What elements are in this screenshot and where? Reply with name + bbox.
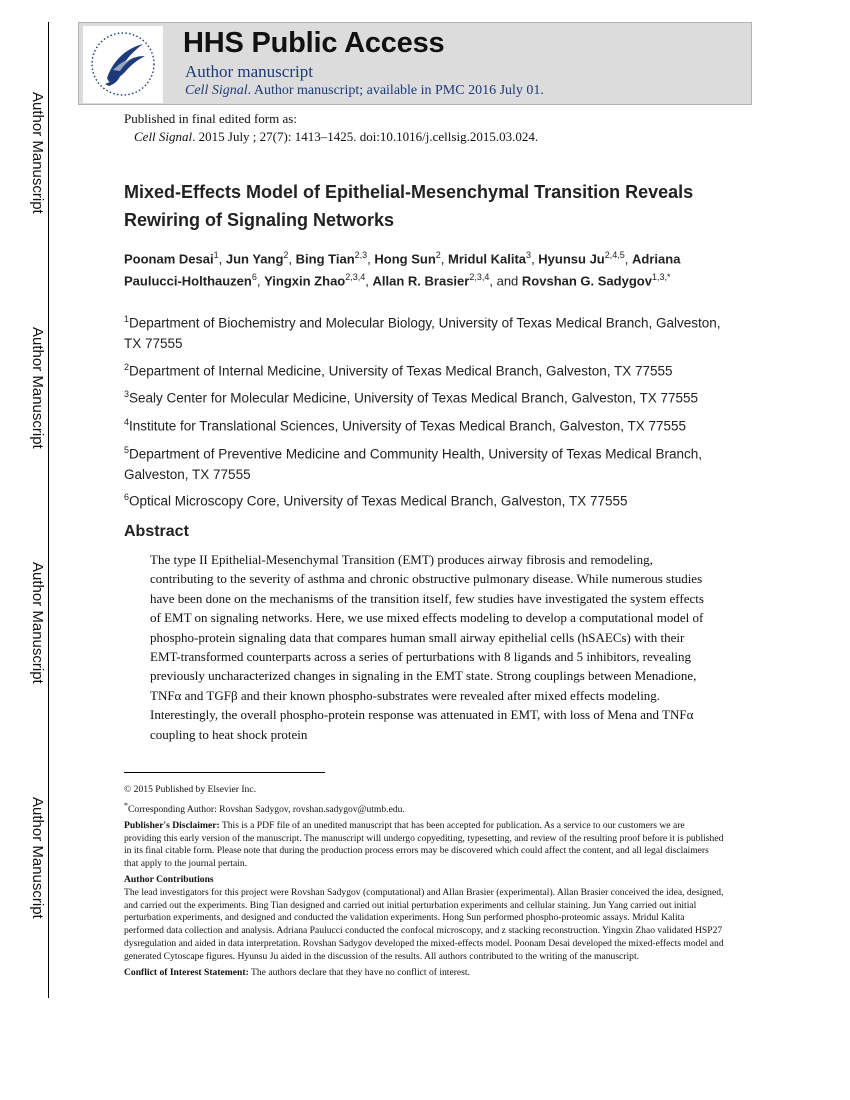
author-name: Yingxin Zhao [264, 273, 346, 289]
affiliation-number: 3 [124, 389, 130, 399]
contributions-text: The lead investigators for this project were Rovshan Sadygov (computational) and Allan Brasier (experimental). Allan Brasier conceived the idea, designed, and carried out the experiments. Bing Tian designed and carried out initial perturbation experiments and cellular staining. Jun Yang carried out initial perturbation experiments, and designed and conducted the validation experiments. Hong Sun performed phospho-proteomic assays. Mridul Kalita performed data collection and analysis. Adriana Paulucci conducted the confocal microscopy, and z stacking reconstruction. Yingxin Zhao validated HSP27 dysregulation and aided in data interpretation. Rovshan Sadygov developed the mixed-effects model. Poonam Desai developed the mixed-effects model and generated Cytoscape figures. Hyunsu Ju aided in the discussion of the results. All authors contributed to the writing of the manuscript. [124, 886, 724, 962]
author-affiliation-marker: 1 [213, 250, 219, 260]
affiliation [124, 440, 728, 485]
author-affiliation-marker: 2,3 [354, 250, 368, 260]
side-label-4: Author Manuscript [29, 797, 46, 919]
published-journal: Cell Signal [134, 129, 193, 144]
corresponding-author [124, 800, 724, 817]
affiliation-text: Institute for Translational Sciences, University of Texas Medical Branch, Galveston, TX 77555 [129, 418, 687, 434]
author-name: Bing Tian [295, 251, 355, 267]
author-name: Rovshan G. Sadygov [521, 273, 652, 289]
side-label-2: Author Manuscript [29, 327, 46, 449]
abstract-text: The type II Epithelial-Mesenchymal Transition (EMT) produces airway fibrosis and remodeling, contributing to the severity of asthma and chronic obstructive pulmonary disease. While numerous studies have been done on the mechanisms of the transition itself, few studies have investigated the system effects of EMT on signaling networks. Here, we use mixed effects modeling to develop a computational model of phospho-protein signaling data that compares human small airway epithelial cells (hSAECs) with their EMT-transformed counterparts across a series of perturbations with 8 ligands and 5 inhibitors, revealing previously uncharacterized changes in signaling in the EMT state. Strong couplings between Menadione, TNFα and TGFβ and their known phospho-substrates were revealed after mixed effects modeling. Interestingly, the overall phospho-protein response was attenuated in EMT, with loss of Mena and TNFα coupling to heat shock protein [150, 552, 704, 742]
header-availability-text: . Author manuscript; available in PMC 2016 July 01. [247, 83, 544, 98]
header-subtitle: Author manuscript [185, 62, 313, 81]
author-affiliation-marker: 2 [283, 250, 289, 260]
affiliation-text: Optical Microscopy Core, University of Texas Medical Branch, Galveston, TX 77555 [129, 493, 628, 509]
hhs-header [78, 22, 752, 105]
author-name: Allan R. Brasier [372, 273, 470, 289]
author-affiliation-marker: 2,3,4 [469, 272, 490, 283]
paper-title: Mixed-Effects Model of Epithelial-Mesenchymal Transition Reveals Rewiring of Signaling Networks [124, 182, 694, 230]
author-and-separator: , and [489, 273, 522, 289]
corresponding-mark: * [124, 800, 128, 810]
disclaimer-text: This is a PDF file of an unedited manuscript that has been accepted for publication. As a service to our customers we are providing this early version of the manuscript. The manuscript will undergo copyediting, typesetting, and review of the resulting proof before it is published in its final citable form. Please note that during the production process errors may be discovered which could affect the content, and all legal disclaimers that apply to the journal pertain. [124, 819, 724, 870]
author-name: Adriana Paulucci-Holthauzen [124, 251, 681, 289]
author-affiliation-marker: 2,3,4 [345, 272, 366, 283]
author-affiliation-marker: 1,3,* [651, 272, 671, 283]
affiliation-text: Department of Preventive Medicine and Community Health, University of Texas Medical Branch, Galveston, TX 77555 [124, 446, 703, 482]
footnote-rule [124, 772, 325, 773]
affiliation [124, 357, 728, 382]
affiliation-text: Department of Biochemistry and Molecular Biology, University of Texas Medical Branch, Galveston, TX 77555 [124, 315, 721, 351]
affiliation-number: 2 [124, 362, 130, 372]
affiliation-number: 1 [124, 314, 130, 324]
footnotes [124, 784, 724, 982]
affiliation-number: 4 [124, 417, 130, 427]
contributions-label-text: Author Contributions [124, 873, 214, 885]
affiliation [124, 487, 728, 512]
conflict-statement [124, 967, 724, 980]
published-citation [124, 128, 538, 146]
author-list: Poonam Desai$^1$, Jun Yang$^2$, Bing Tian$^{2,3}$, Hong Sun$^2$, Mridul Kalita$^3$, Hyunsu Ju$^{2,4,5}$, Adriana Paulucci-Holthauzen$^6$, Yingxin Zhao$^{2,3,4}$, Allan R. Brasier$^{2,3,4}$, and Rovshan G. Sadygov$^{1,3,*}$ [124, 250, 681, 289]
published-block [124, 110, 538, 146]
abstract-heading: Abstract [124, 523, 189, 540]
affiliation-number: 6 [124, 492, 130, 502]
side-label-3: Author Manuscript [29, 562, 46, 684]
affiliation-text: Sealy Center for Molecular Medicine, University of Texas Medical Branch, Galveston, TX 77555 [129, 390, 699, 406]
affiliation [124, 412, 728, 437]
author-name: Hyunsu Ju [538, 251, 605, 267]
copyright: © 2015 Published by Elsevier Inc. [124, 784, 256, 795]
author-affiliation-marker: 2 [435, 250, 441, 260]
header-title: HHS Public Access [183, 27, 445, 59]
author-name: Poonam Desai [124, 251, 214, 267]
header-journal: Cell Signal [185, 83, 248, 98]
publisher-disclaimer [124, 820, 724, 871]
affiliation-number: 5 [124, 445, 130, 455]
hhs-eagle-logo-icon [83, 26, 163, 103]
side-label-1: Author Manuscript [29, 92, 46, 214]
affiliation-text: Department of Internal Medicine, University of Texas Medical Branch, Galveston, TX 77555 [129, 363, 673, 379]
corresponding-author-text: Corresponding Author: Rovshan Sadygov, rovshan.sadygov@utmb.edu. [128, 803, 405, 815]
author-affiliation-marker: 6 [251, 272, 257, 283]
author-name: Hong Sun [374, 251, 436, 267]
author-name: Jun Yang [225, 251, 284, 267]
author-name: Mridul Kalita [448, 251, 527, 267]
contributions-label [124, 874, 724, 887]
header-availability [185, 83, 544, 99]
disclaimer-label: Publisher's Disclaimer: [124, 819, 220, 831]
affiliation [124, 309, 728, 354]
author-affiliation-marker: 2,4,5 [604, 250, 625, 260]
conflict-label: Conflict of Interest Statement: [124, 966, 249, 978]
published-label: Published in final edited form as: [124, 111, 297, 126]
affiliation [124, 384, 728, 409]
margin-divider [48, 22, 49, 998]
published-citation-text: . 2015 July ; 27(7): 1413–1425. doi:10.1016/j.cellsig.2015.03.024. [192, 129, 539, 144]
conflict-text: The authors declare that they have no conflict of interest. [248, 966, 470, 978]
author-affiliation-marker: 3 [526, 250, 532, 260]
